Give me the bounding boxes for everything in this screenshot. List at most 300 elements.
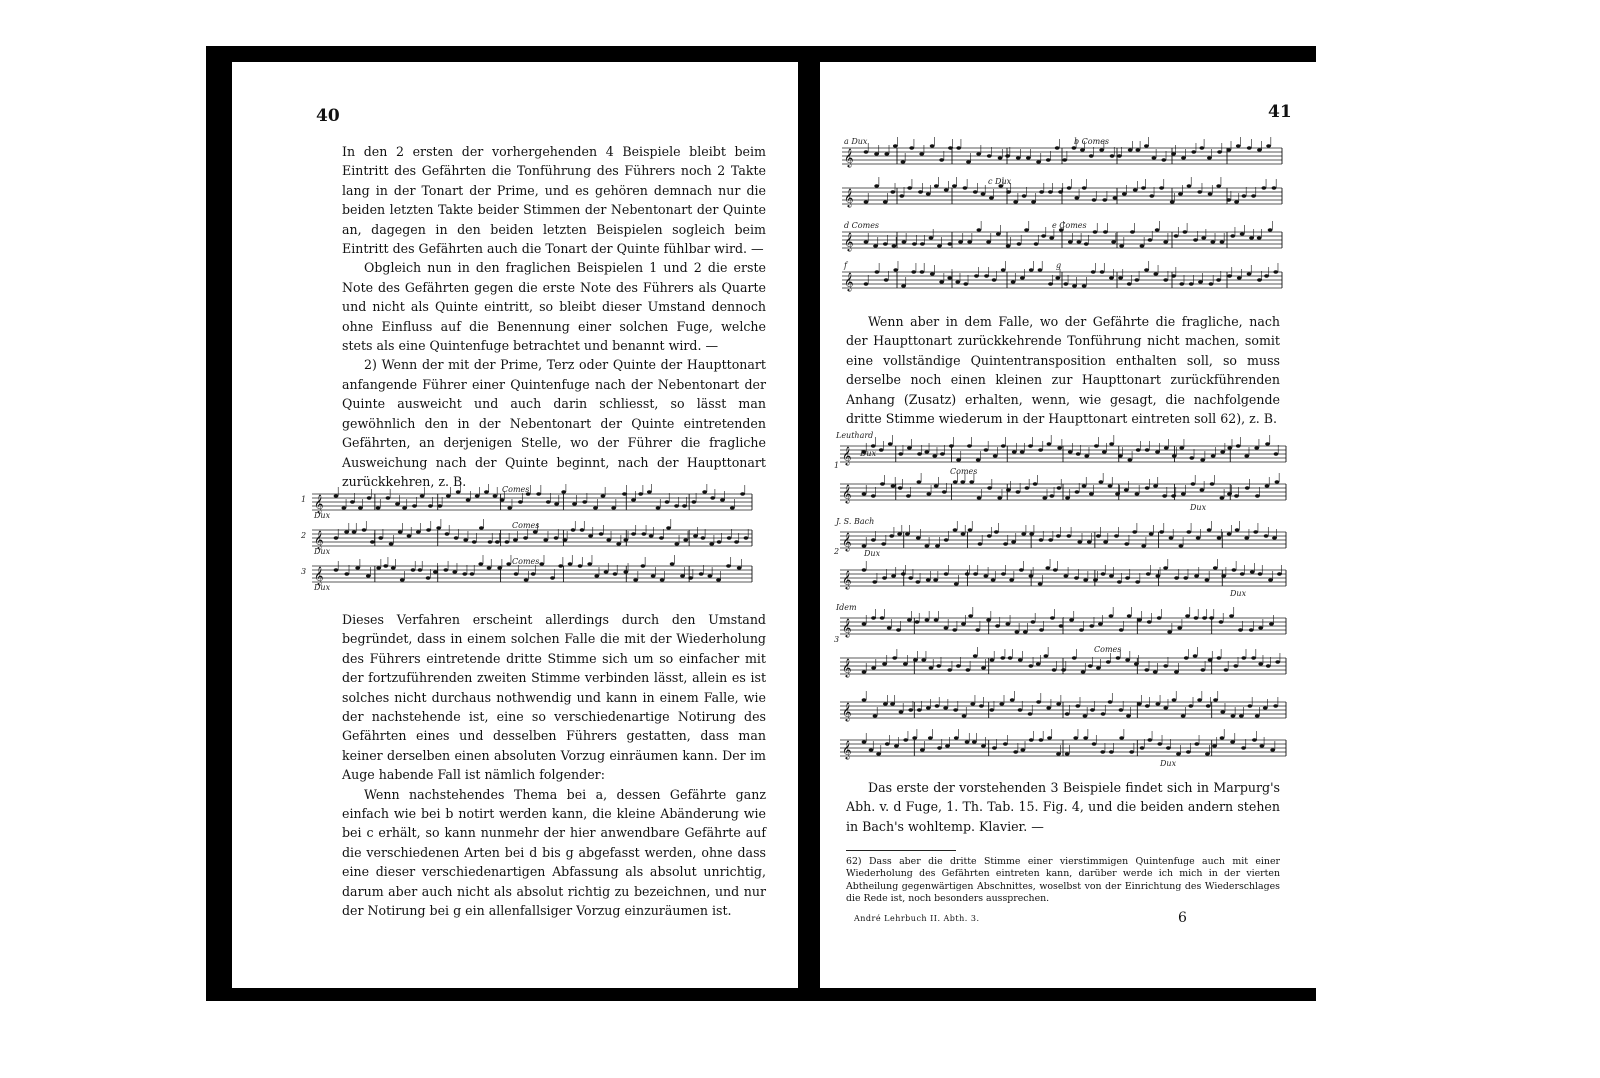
right-ex3-lower-note xyxy=(956,664,961,667)
right-ex3-upper-note xyxy=(1109,614,1114,617)
left-sys3-note xyxy=(433,570,438,573)
right-voice-label: Dux xyxy=(860,449,877,458)
left-sys2-note xyxy=(533,530,538,533)
right-top-2-note xyxy=(1251,194,1256,197)
page-number-right: 41 xyxy=(1268,102,1292,122)
right-ex2-upper-note xyxy=(1103,540,1108,543)
right-ex1-lower-note xyxy=(987,486,992,489)
right-ex3-cont-upper-clef: 𝄞 xyxy=(842,702,852,721)
right-top-4-note xyxy=(955,280,960,283)
left-sys2-note xyxy=(488,540,493,543)
right-ex2-lower-note xyxy=(991,578,996,581)
right-ex3-cont-lower-note xyxy=(894,744,899,747)
right-ex3-upper-note xyxy=(1249,628,1254,631)
right-top-4-note xyxy=(1100,270,1105,273)
right-ex3-cont-lower-note xyxy=(1230,740,1235,743)
left-sys1-note xyxy=(367,496,372,499)
right-ex2-lower-note xyxy=(1183,576,1188,579)
right-top-3-note xyxy=(1049,236,1054,239)
right-ex3-cont-lower-note xyxy=(920,748,925,751)
left-para-2: Obgleich nun in den fraglichen Beispielen 1 und 2 die erste Note des Gefährten gegen die erste Note des Führers als Quarte und nicht als Quinte eintritt, so bleibt dieser Umstand dennoch ohne Einfluss auf die Benennung einer solchen Fuge, welche stets als eine Quintenfuge betrachtet und benannt wird. — xyxy=(342,260,766,354)
right-top-1-clef: 𝄞 xyxy=(844,148,854,167)
right-ex2-upper-note xyxy=(1149,532,1154,535)
right-top-4-note xyxy=(974,274,979,277)
right-ex2-lower-note xyxy=(1001,572,1006,575)
right-ex2-lower-note xyxy=(1045,566,1050,569)
right-top-4-note xyxy=(992,278,997,281)
right-ex1-lower-note xyxy=(1016,490,1021,493)
right-ex2-lower-note xyxy=(862,568,867,571)
right-ex3-cont-upper-note xyxy=(883,702,888,705)
left-music-staves xyxy=(298,484,758,604)
right-ex3-cont-upper-note xyxy=(1119,708,1124,711)
right-ex3-cont-upper-note xyxy=(1018,708,1023,711)
left-sys2-note xyxy=(426,528,431,531)
left-sys1-note xyxy=(561,490,566,493)
left-sys3-note xyxy=(443,568,448,571)
right-top-3-note xyxy=(967,240,972,243)
right-ex3-lower-note xyxy=(1241,656,1246,659)
right-ex3-cont-lower-note xyxy=(1003,742,1008,745)
left-text-block-1 xyxy=(342,142,766,491)
left-voice-label: Comes xyxy=(502,485,530,494)
left-para-1: In den 2 ersten der vorhergehenden 4 Beispiele bleibt beim Eintritt des Gefährten die Tonführung des Führers noch 2 Takte lang in der Tonart der Prime, und es gehören demnach nur die beiden letzten Takte beider Stimmen der Nebentonart der Quinte an, dagegen in den beiden letzten Beispielen sogleich beim Eintritt des Gefährten auch die Tonart der Quinte fühlbar wird. — xyxy=(342,144,766,257)
left-sys3-note xyxy=(426,576,431,579)
right-ex2-upper-note xyxy=(968,528,973,531)
right-ex3-cont-lower-note xyxy=(1073,736,1078,739)
right-top-1-note xyxy=(1089,154,1094,157)
right-ex3-cont-lower-note xyxy=(903,738,908,741)
right-ex1-upper-note xyxy=(1012,450,1017,453)
right-ex3-upper-note xyxy=(1147,620,1152,623)
left-sys1-note xyxy=(546,500,551,503)
left-sys2-note xyxy=(370,540,375,543)
right-ex2-upper-note xyxy=(924,544,929,547)
right-top-1-note xyxy=(864,150,869,153)
left-sys2-note xyxy=(479,526,484,529)
right-ex3-upper-note xyxy=(1177,626,1182,629)
right-ex1-upper-note xyxy=(1200,458,1205,461)
right-ex3-upper-note xyxy=(1031,620,1036,623)
right-top-4-note xyxy=(1144,268,1149,271)
right-ex3-lower-note xyxy=(1163,664,1168,667)
right-ex2-upper-note xyxy=(1096,534,1101,537)
left-sys3-note xyxy=(716,578,721,581)
left-sys1-note xyxy=(638,492,643,495)
left-sys3-note xyxy=(497,566,502,569)
right-top-label: f xyxy=(844,261,847,270)
right-ex1-upper-note xyxy=(949,444,954,447)
right-top-3-note xyxy=(1103,230,1108,233)
left-voice-label: Dux xyxy=(314,547,331,556)
right-ex1-upper-note xyxy=(1179,446,1184,449)
right-ex3-upper-note xyxy=(1089,624,1094,627)
left-sys2-note xyxy=(599,532,604,535)
signature-mark: 6 xyxy=(1178,910,1187,926)
left-sys1-note xyxy=(466,498,471,501)
right-top-2-note xyxy=(1013,200,1018,203)
right-ex2-lower-note xyxy=(983,574,988,577)
right-ex3-cont-upper-note xyxy=(1172,698,1177,701)
left-sys2-note xyxy=(616,542,621,545)
right-top-2-note xyxy=(1149,194,1154,197)
right-ex2-lower-note xyxy=(1240,572,1245,575)
right-ex1-lower-note xyxy=(1255,494,1260,497)
right-ex1-upper-clef: 𝄞 xyxy=(842,446,852,465)
right-ex3-cont-lower-note xyxy=(869,748,874,751)
right-top-label: a Dux xyxy=(844,137,868,146)
right-ex1-lower-note xyxy=(862,492,867,495)
right-top-1-note xyxy=(893,144,898,147)
right-ex3-cont-upper-note xyxy=(926,706,931,709)
right-ex1-upper-note xyxy=(1028,444,1033,447)
right-ex3-lower-note xyxy=(1224,668,1229,671)
right-voice-label: Dux xyxy=(1230,589,1247,598)
right-ex1-lower-note xyxy=(1220,496,1225,499)
right-ex3-cont-lower-note xyxy=(1092,742,1097,745)
left-sys2-note xyxy=(543,538,548,541)
right-ex3-cont-lower-note xyxy=(1157,742,1162,745)
right-top-2-note xyxy=(1242,194,1247,197)
left-sys3-note xyxy=(613,572,618,575)
right-top-4-note xyxy=(930,272,935,275)
right-ex2-lower-note xyxy=(1101,572,1106,575)
right-page xyxy=(820,62,1348,988)
right-ex2-upper-note xyxy=(1178,544,1183,547)
left-sys1-note xyxy=(730,506,735,509)
right-ex3-lower-note xyxy=(1251,656,1256,659)
right-top-2-note xyxy=(1226,198,1231,201)
left-sys2-note xyxy=(523,536,528,539)
right-ex3-cont-upper-note xyxy=(962,714,967,717)
right-ex2-upper-clef: 𝄞 xyxy=(842,532,852,551)
right-top-3-note xyxy=(1268,228,1273,231)
right-top-3-note xyxy=(902,240,907,243)
right-top-2-note xyxy=(1039,190,1044,193)
right-ex1-upper-note xyxy=(871,444,876,447)
left-system-number: 3 xyxy=(301,567,307,576)
right-top-1-note xyxy=(1026,156,1031,159)
right-ex1-upper-note xyxy=(956,458,961,461)
left-sys3-note xyxy=(334,568,339,571)
right-top-3-note xyxy=(996,232,1001,235)
left-sys2-note xyxy=(389,542,394,545)
right-ex3-cont-lower-note xyxy=(1259,744,1264,747)
left-sys2-note xyxy=(436,526,441,529)
right-ex3-cont-upper-note xyxy=(1239,714,1244,717)
right-ex2-upper-note xyxy=(935,544,940,547)
right-ex2-lower-note xyxy=(1117,580,1122,583)
right-ex1-lower-note xyxy=(926,492,931,495)
right-ex3-upper-note xyxy=(915,620,920,623)
right-top-1-note xyxy=(1199,146,1204,149)
right-text-block-1 xyxy=(846,312,1280,428)
right-ex2-upper-note xyxy=(1141,544,1146,547)
right-ex1-upper-note xyxy=(1244,454,1249,457)
right-ex3-cont-lower-note xyxy=(1065,752,1070,755)
right-ex2-lower-note xyxy=(891,574,896,577)
right-ex2-lower-note xyxy=(1194,574,1199,577)
right-top-2-note xyxy=(1133,188,1138,191)
right-ex3-lower-note xyxy=(921,658,926,661)
right-ex2-upper-note xyxy=(987,534,992,537)
right-top-4-note xyxy=(1134,278,1139,281)
left-sys2-note xyxy=(416,530,421,533)
right-ex3-cont-lower-note xyxy=(1083,736,1088,739)
right-ex1-upper-note xyxy=(1236,444,1241,447)
right-ex1-upper-note xyxy=(967,444,972,447)
right-ex3-cont-lower-note xyxy=(945,744,950,747)
right-top-3-note xyxy=(1240,232,1245,235)
left-sys1-note xyxy=(395,502,400,505)
right-ex3-cont-upper-note xyxy=(1126,714,1131,717)
right-voice-label: Dux xyxy=(1190,503,1207,512)
right-ex1-lower-note xyxy=(969,480,974,483)
right-ex3-lower-note xyxy=(1174,670,1179,673)
right-top-3-note xyxy=(1183,230,1188,233)
right-ex2-upper-note xyxy=(1132,530,1137,533)
right-ex2-lower-note xyxy=(882,576,887,579)
right-top-4-note xyxy=(1237,276,1242,279)
right-ex2-upper-note xyxy=(978,542,983,545)
right-ex1-upper-note xyxy=(888,442,893,445)
right-top-4-note xyxy=(1273,270,1278,273)
right-ex3-cont-upper-note xyxy=(890,702,895,705)
right-music-examples xyxy=(830,426,1290,778)
right-top-3-note xyxy=(873,244,878,247)
right-ex2-upper-note xyxy=(1021,532,1026,535)
right-ex2-upper-note xyxy=(1087,540,1092,543)
right-top-1-note xyxy=(930,144,935,147)
right-top-2-note xyxy=(890,190,895,193)
right-top-1-note xyxy=(1217,150,1222,153)
right-top-2-note xyxy=(926,192,931,195)
left-sys3-note xyxy=(558,564,563,567)
right-ex3-upper-note xyxy=(968,614,973,617)
left-sys1-note xyxy=(622,492,627,495)
right-top-2-note xyxy=(1067,186,1072,189)
right-top-4-note xyxy=(1227,274,1232,277)
right-ex3-upper-note xyxy=(1050,616,1055,619)
left-sys3-note xyxy=(708,574,713,577)
left-sys1-note xyxy=(593,506,598,509)
left-sys1-note xyxy=(350,500,355,503)
right-ex2-lower-note xyxy=(933,578,938,581)
left-sys2-note xyxy=(554,536,559,539)
right-ex2-lower-note xyxy=(908,576,913,579)
left-sys3-note xyxy=(660,578,665,581)
left-sys1-note xyxy=(682,504,687,507)
right-para-2: Das erste der vorstehenden 3 Beispiele findet sich in Marpurg's Abh. v. d Fuge, 1. Th. Tab. 15. Fig. 4, und die beiden andern stehen in Bach's wohltemp. Klavier. — xyxy=(846,780,1280,834)
right-ex1-upper-note xyxy=(1109,442,1114,445)
right-ex2-upper-note xyxy=(1159,530,1164,533)
right-ex2-lower-note xyxy=(1109,574,1114,577)
right-top-1-note xyxy=(901,160,906,163)
right-ex2-lower-note xyxy=(1146,572,1151,575)
right-music-mid-staves xyxy=(830,426,1290,778)
right-top-1-note xyxy=(1226,148,1231,151)
right-composer-label: Idem xyxy=(836,603,857,612)
right-ex1-lower-note xyxy=(1108,484,1113,487)
right-top-4-note xyxy=(864,282,869,285)
right-ex1-upper-note xyxy=(1172,454,1177,457)
right-ex3-lower-note xyxy=(1081,670,1086,673)
left-sys2-note xyxy=(734,540,739,543)
right-ex2-lower-note xyxy=(1250,570,1255,573)
right-top-3-note xyxy=(1093,230,1098,233)
right-top-3-note xyxy=(864,240,869,243)
right-voice-label: Comes xyxy=(950,467,978,476)
right-ex3-upper-note xyxy=(1194,616,1199,619)
right-composer-label: J. S. Bach xyxy=(836,517,875,526)
right-ex2-lower-note xyxy=(1083,578,1088,581)
right-top-2-note xyxy=(899,194,904,197)
right-ex1-upper-note xyxy=(1047,442,1052,445)
right-top-2-note xyxy=(1022,194,1027,197)
left-sys3-note xyxy=(531,572,536,575)
right-ex1-lower-note xyxy=(906,494,911,497)
left-sys1-note xyxy=(358,506,363,509)
left-sys2-note xyxy=(505,540,510,543)
right-ex2-upper-note xyxy=(1186,530,1191,533)
right-top-2-note xyxy=(1261,186,1266,189)
left-sys3-note xyxy=(568,562,573,565)
right-top-2-note xyxy=(874,184,879,187)
right-ex3-lower-note xyxy=(981,666,986,669)
right-ex1-upper-note xyxy=(898,452,903,455)
right-ex3-upper-note xyxy=(1219,620,1224,623)
left-sys3-note xyxy=(452,570,457,573)
left-sys2-note xyxy=(744,536,749,539)
right-top-1-note xyxy=(1181,156,1186,159)
right-top-2-note xyxy=(1074,196,1079,199)
right-ex2-lower-note xyxy=(1063,574,1068,577)
right-top-3-note xyxy=(1155,228,1160,231)
right-top-1-note xyxy=(1117,154,1122,157)
right-top-4-clef: 𝄞 xyxy=(844,272,854,291)
right-ex1-lower-note xyxy=(1171,494,1176,497)
right-ex3-lower-note xyxy=(1144,668,1149,671)
right-ex3-cont-upper-note xyxy=(1046,706,1051,709)
right-ex3-lower-note xyxy=(1036,662,1041,665)
right-ex3-cont-upper-note xyxy=(1248,704,1253,707)
right-top-1-note xyxy=(1236,144,1241,147)
right-top-2-note xyxy=(989,196,994,199)
right-composer-label: Leuthard xyxy=(836,431,874,440)
right-ex3-lower-note xyxy=(1200,668,1205,671)
right-ex3-lower-note xyxy=(913,658,918,661)
left-para-5: Wenn nachstehendes Thema bei a, dessen Gefährte ganz einfach wie bei b notirt werden kann, die kleine Abänderung wie bei c erhält, so kann nunmehr der hier anwendbare Gefährte auf die verschiedenen Arten bei d bis g abgefasst werden, ohne dass eine dieser verschiedenartigen Abfassung als absolut unrichtig, darum aber auch nicht als absolut richtig zu bezeichnen, und nur der Notirung bei g ein allenfallsiger Vorzug einzuräumen ist. xyxy=(342,786,766,919)
right-ex3-cont-upper-note xyxy=(999,702,1004,705)
right-ex3-cont-upper-note xyxy=(1206,704,1211,707)
right-ex1-lower-note xyxy=(1162,494,1167,497)
left-sys1-note xyxy=(500,498,505,501)
right-top-1-note xyxy=(1036,160,1041,163)
right-ex3-cont-lower-note xyxy=(1220,736,1225,739)
right-ex3-upper-note xyxy=(995,624,1000,627)
right-ex1-upper-note xyxy=(1254,446,1259,449)
left-sys2-note xyxy=(352,530,357,533)
right-ex3-upper-note xyxy=(925,618,930,621)
right-top-2-note xyxy=(1216,184,1221,187)
left-sys2-note xyxy=(463,538,468,541)
left-sys3-note xyxy=(400,578,405,581)
left-sys2-note xyxy=(649,534,654,537)
right-ex3-upper-note xyxy=(1202,616,1207,619)
right-ex1-lower-note xyxy=(1181,492,1186,495)
right-top-4-note xyxy=(920,270,925,273)
left-sys1-clef: 𝄞 xyxy=(314,494,324,513)
right-top-4-note xyxy=(1209,282,1214,285)
right-ex3-cont-upper-note xyxy=(970,702,975,705)
right-ex2-upper-note xyxy=(1066,534,1071,537)
left-voice-label: Dux xyxy=(314,511,331,520)
right-ex3-cont-lower-note xyxy=(885,742,890,745)
right-ex3-upper-note xyxy=(1127,614,1132,617)
right-top-4-note xyxy=(1001,268,1006,271)
right-ex2-lower-note xyxy=(973,572,978,575)
right-ex2-upper-note xyxy=(1244,536,1249,539)
right-ex1-upper-note xyxy=(976,458,981,461)
right-ex2-upper-note xyxy=(1114,534,1119,537)
right-ex2-lower-note xyxy=(1232,568,1237,571)
right-top-4-note xyxy=(1029,268,1034,271)
right-ex1-lower-note xyxy=(1042,496,1047,499)
left-sys3-note xyxy=(470,572,475,575)
right-top-4-note xyxy=(1257,278,1262,281)
right-ex1-upper-note xyxy=(1057,446,1062,449)
right-ex3-lower-note xyxy=(871,666,876,669)
right-ex3-cont-lower-note xyxy=(1140,746,1145,749)
right-ex1-lower-note xyxy=(942,490,947,493)
right-voice-label: Dux xyxy=(864,549,881,558)
right-top-1-note xyxy=(1247,146,1252,149)
right-ex1-lower-note xyxy=(1049,494,1054,497)
right-top-2-note xyxy=(1208,192,1213,195)
right-ex2-lower-note xyxy=(926,578,931,581)
right-top-1-note xyxy=(909,146,914,149)
right-top-1-note xyxy=(1207,156,1212,159)
right-ex3-cont-lower-note xyxy=(965,740,970,743)
right-ex2-lower-note xyxy=(1268,578,1273,581)
right-top-4-note xyxy=(1216,278,1221,281)
right-ex2-lower-note xyxy=(872,580,877,583)
right-top-2-note xyxy=(934,184,939,187)
left-sys1-note xyxy=(484,490,489,493)
right-top-2-note xyxy=(1197,190,1202,193)
left-sys3-note xyxy=(462,572,467,575)
right-ex3-lower-note xyxy=(1193,654,1198,657)
left-sys2-note xyxy=(571,528,576,531)
right-top-1-note xyxy=(919,152,924,155)
left-sys2-note xyxy=(623,538,628,541)
right-top-2-note xyxy=(883,200,888,203)
right-top-4-note xyxy=(893,268,898,271)
left-sys1-note xyxy=(402,506,407,509)
right-top-3-note xyxy=(1140,244,1145,247)
right-top-3-note xyxy=(1163,240,1168,243)
right-ex1-lower-note xyxy=(1265,484,1270,487)
right-ex3-lower-note xyxy=(1061,668,1066,671)
right-top-1-note xyxy=(884,152,889,155)
right-ex1-lower-note xyxy=(960,480,965,483)
right-ex3-cont-upper-note xyxy=(1188,704,1193,707)
right-ex3-cont-lower-note xyxy=(981,744,986,747)
right-top-label: b Comes xyxy=(1074,137,1110,146)
right-top-1-note xyxy=(998,156,1003,159)
right-ex1-lower-note xyxy=(1033,482,1038,485)
right-ex1-lower-note xyxy=(1153,484,1158,487)
